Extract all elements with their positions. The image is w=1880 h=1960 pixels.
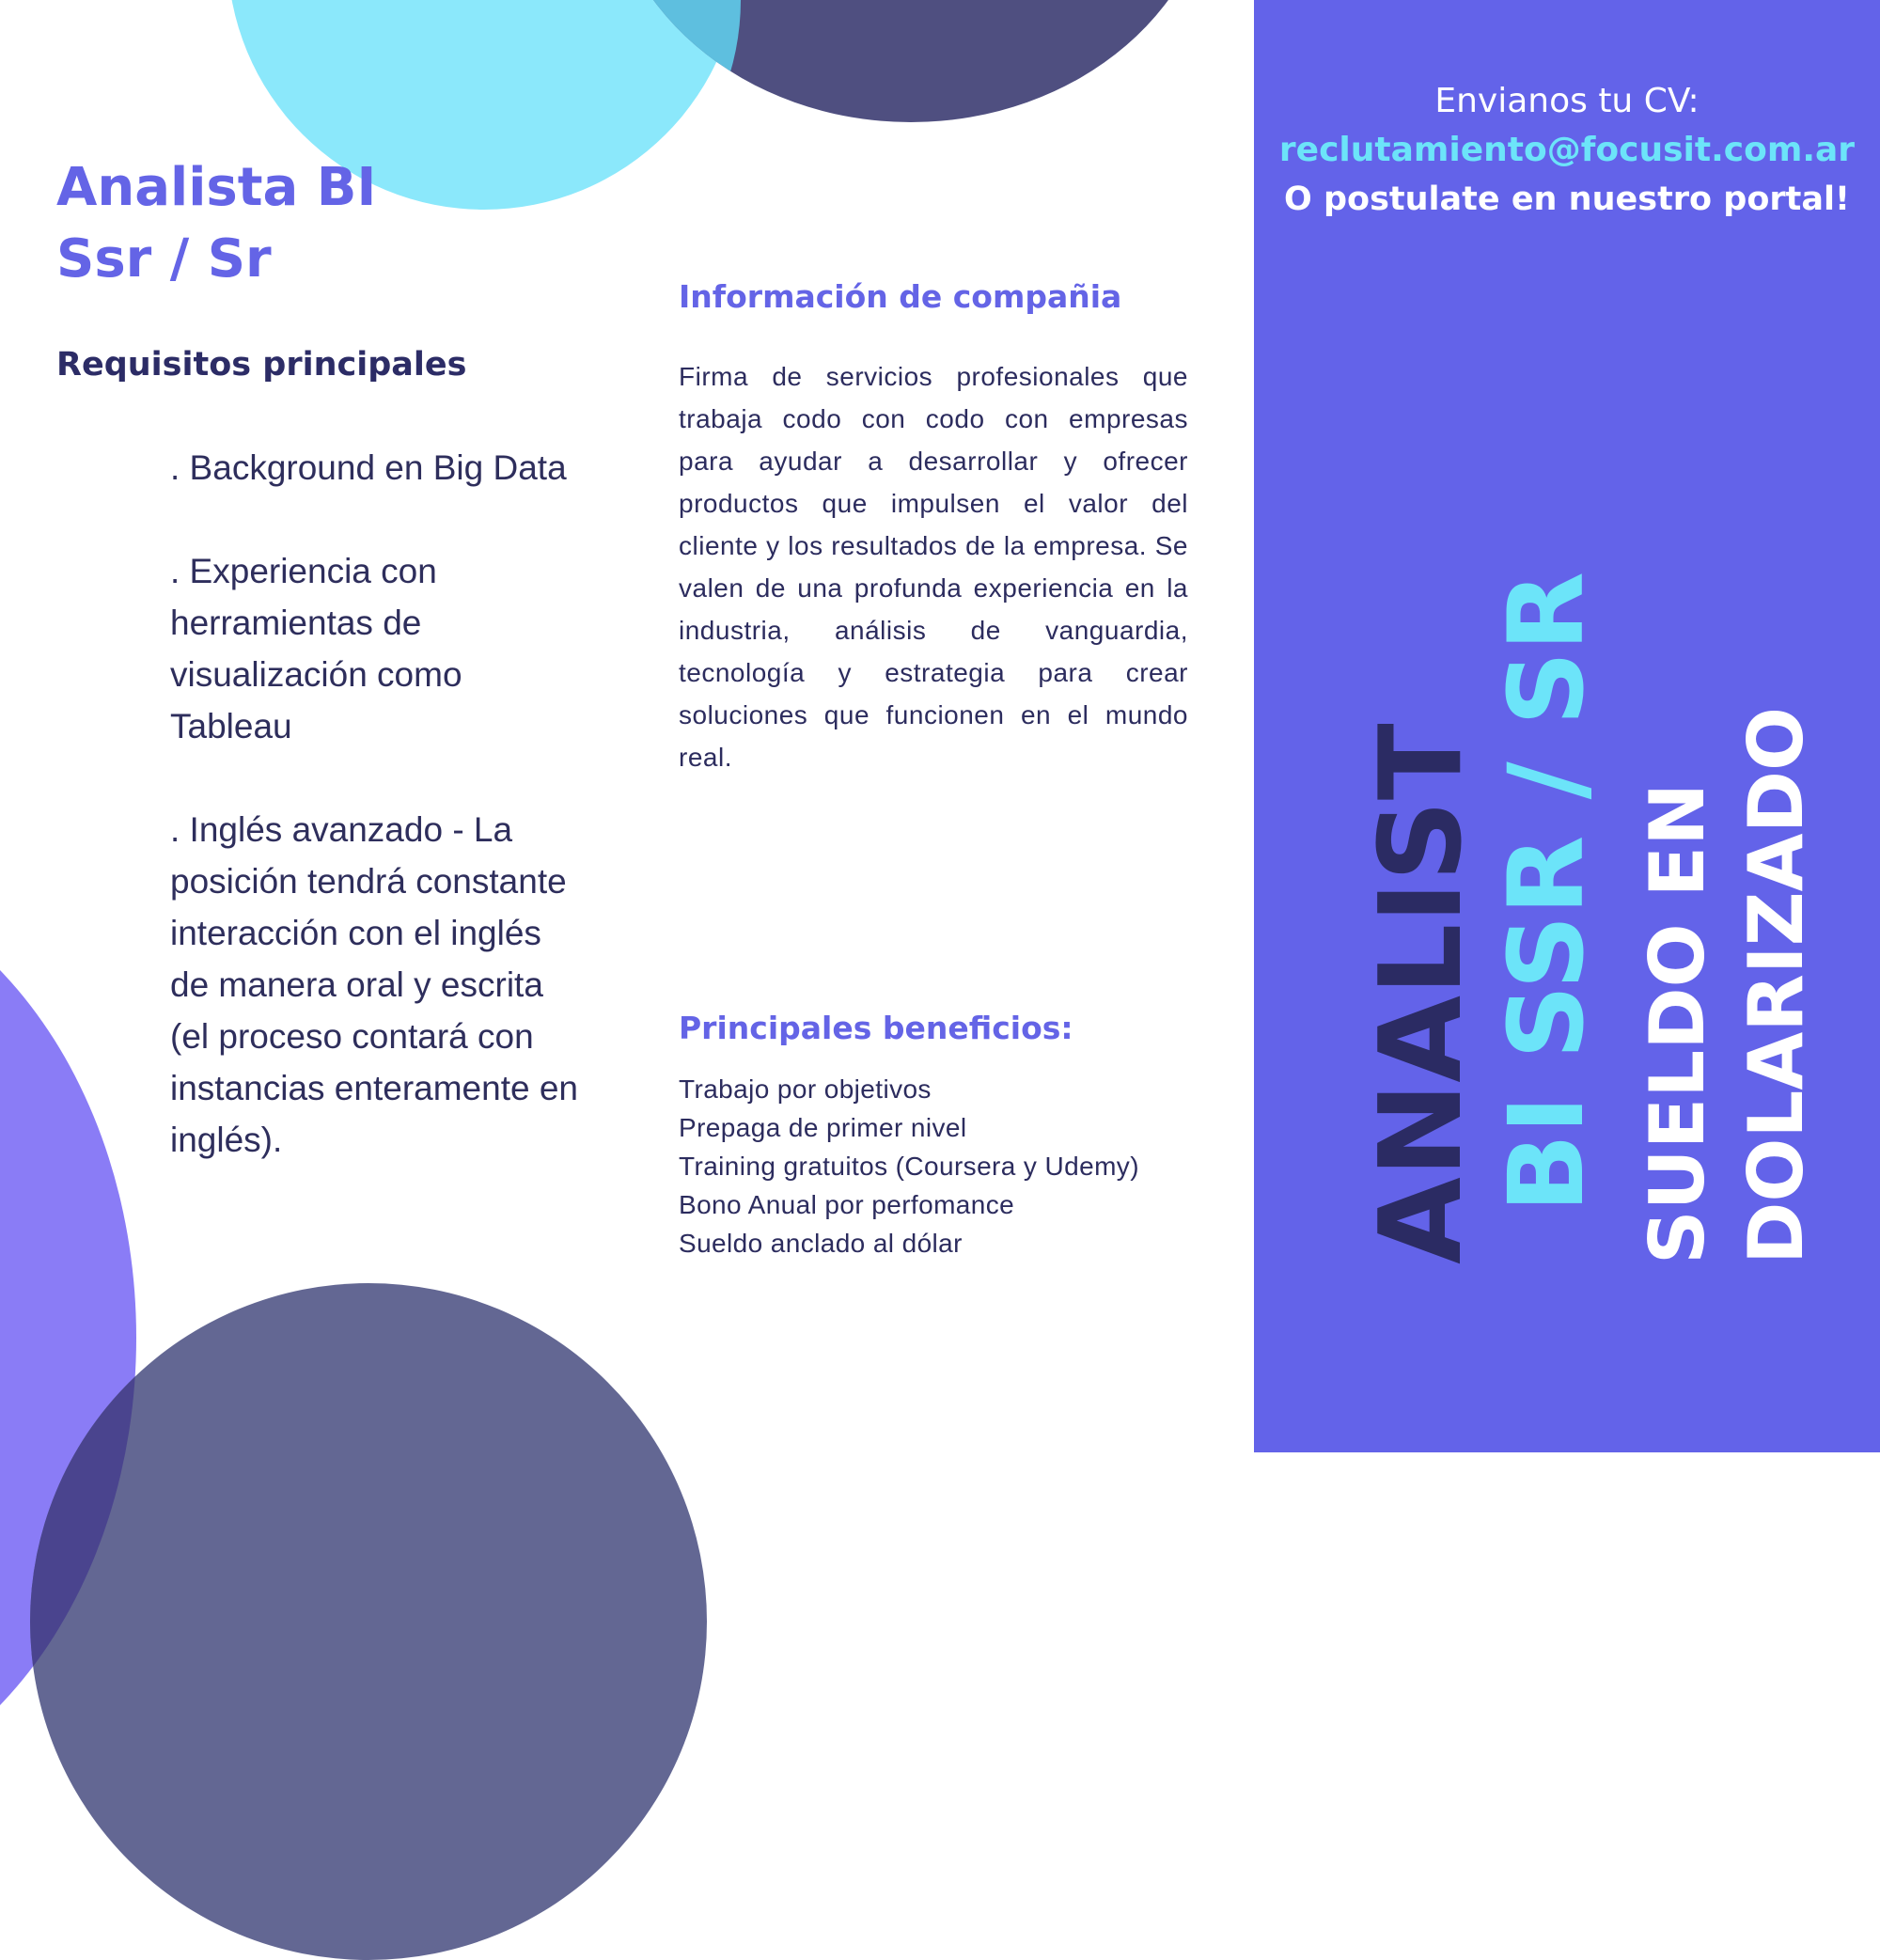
benefit-item: Trabajo por objetivos [679,1074,932,1104]
benefit-item: Training gratuitos (Coursera y Udemy) [679,1152,1139,1181]
contact-block [1254,77,1880,224]
requirements-heading: Requisitos principales [56,346,467,384]
company-heading: Información de compañia [679,278,1122,315]
vertical-title-bi: BI SSR / SR [1486,572,1606,1213]
requirement-item: . Experiencia con herramientas de visualización como Tableau [170,552,462,745]
vertical-dolarizado: DOLARIZADO [1732,706,1820,1264]
requirement-item: . Background en Big Data [170,448,567,487]
company-description: Firma de servicios profesionales que trabaja codo con codo con empresas para ayudar a desarrollar y ofrecer productos que impulsen el valor del cliente y los resultados de la empresa. Se valen de una profunda experiencia en la industria, análisis de vanguardia, tecnología y estrategia para crear soluciones que funcionen en el mundo real. [679,362,1188,772]
vertical-title-analist: ANALIST [1356,723,1487,1264]
benefit-item: Prepaga de primer nivel [679,1113,967,1142]
job-title [56,152,376,295]
vertical-sueldo: SUELDO EN [1634,782,1721,1264]
requirement-item: . Inglés avanzado - La posición tendrá constante interacción con el inglés de manera oral y escrita (el proceso contará con instancias enteramente en inglés). [170,810,578,1159]
benefit-item: Bono Anual por perfomance [679,1190,1015,1219]
benefits-heading: Principales beneficios: [679,1010,1073,1046]
benefit-item: Sueldo anclado al dólar [679,1229,963,1258]
benefits-list [679,1070,1139,1262]
job-title-line2: Ssr / Sr [56,228,272,290]
requirements-list [170,442,584,1217]
contact-email-link[interactable]: reclutamiento@focusit.com.ar [1278,131,1856,169]
job-title-line1: Analista BI [56,157,377,218]
contact-portal-text: O postulate en nuestro portal! [1284,180,1850,218]
contact-label: Envianos tu CV: [1434,82,1700,120]
